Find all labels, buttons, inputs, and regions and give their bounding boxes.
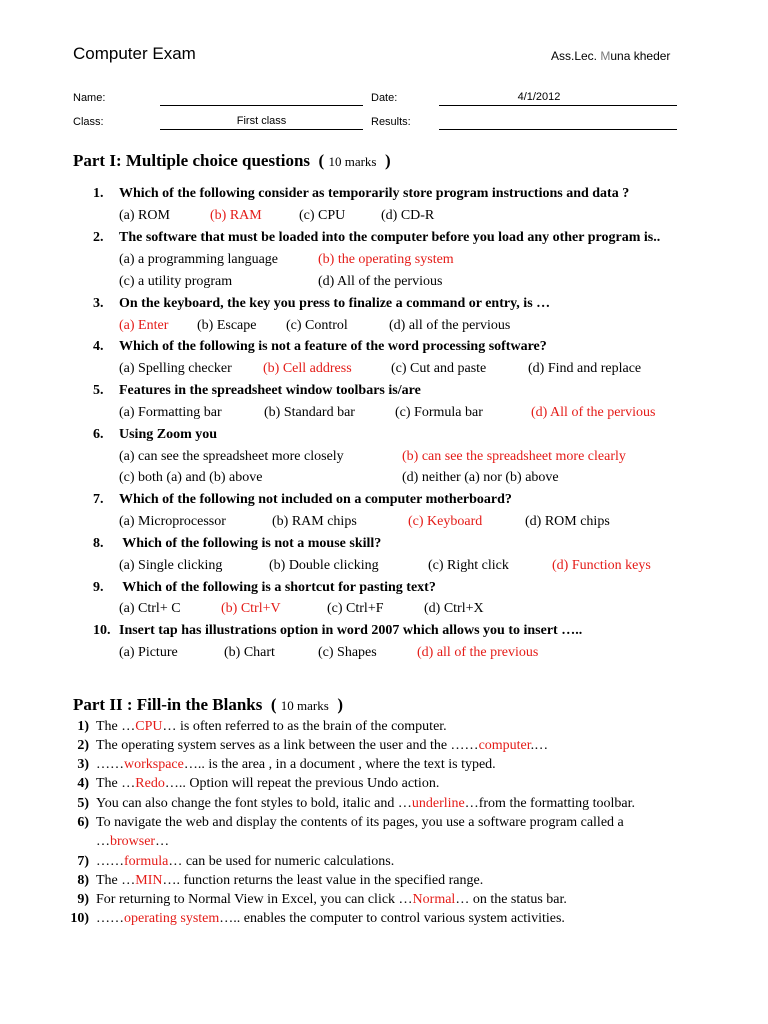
question-number: 1. (93, 186, 104, 201)
item-text (96, 757, 496, 773)
item-text-before: …… (96, 854, 124, 869)
part2-marks: 10 marks (280, 698, 329, 713)
item-text (96, 738, 548, 754)
q7-option-a: (a) Microprocessor (119, 514, 226, 529)
question-text: Features in the spreadsheet window toolbars is/are (119, 383, 421, 398)
q10-option-c: (c) Shapes (318, 645, 377, 660)
question-9 (93, 580, 436, 596)
q9-option-d: (d) Ctrl+X (424, 601, 484, 616)
item-text-before: The … (96, 776, 136, 791)
item-text (96, 719, 447, 735)
question-5 (93, 383, 421, 399)
part2-heading (73, 695, 343, 715)
q4-option-c: (c) Cut and paste (391, 361, 487, 376)
question-text: Which of the following is a shortcut for pasting text? (119, 580, 436, 595)
item-text-after: … (155, 834, 170, 849)
item-number: 1) (77, 719, 89, 734)
item-number: 5) (77, 796, 89, 811)
q2-option-b: (b) the operating system (318, 252, 454, 267)
teacher-initial: M (600, 49, 611, 63)
item-text-before: To navigate the web and display the contents of its pages, you use a software program called a (96, 815, 624, 830)
question-text: Which of the following is not a mouse skill? (119, 536, 382, 551)
item-number: 9) (77, 892, 89, 907)
date-label: Date: (371, 92, 398, 104)
q4-option-a: (a) Spelling checker (119, 361, 232, 376)
q4-option-b: (b) Cell address (263, 361, 352, 376)
name-label: Name: (73, 92, 106, 104)
class-label: Class: (73, 116, 104, 128)
question-text: The software that must be loaded into the computer before you load any other program is.. (119, 230, 661, 245)
question-3 (93, 296, 550, 312)
q8-option-c: (c) Right click (428, 558, 509, 573)
blank-answer: computer (478, 738, 531, 753)
q2-option-c: (c) a utility program (119, 274, 233, 289)
class-line (160, 129, 363, 130)
blank-answer: formula (124, 854, 169, 869)
q10-option-b: (b) Chart (224, 645, 275, 660)
name-line (160, 105, 363, 106)
exam-title: Computer Exam (73, 44, 196, 63)
part1-marks: 10 marks (328, 154, 377, 169)
question-text: Using Zoom you (119, 427, 218, 442)
question-number: 8. (93, 536, 104, 551)
question-number: 4. (93, 339, 104, 354)
question-2 (93, 230, 660, 246)
item-text-after: … is often referred to as the brain of the computer. (162, 719, 447, 734)
item-text-after: … on the status bar. (455, 892, 567, 907)
question-4 (93, 339, 547, 355)
item-number: 4) (77, 776, 89, 791)
part2-marks-open: ( (270, 695, 277, 714)
q3-option-a: (a) Enter (119, 318, 169, 333)
item-number: 8) (77, 873, 89, 888)
q8-option-b: (b) Double clicking (269, 558, 379, 573)
q1-option-a: (a) ROM (119, 208, 170, 223)
question-8 (93, 536, 381, 552)
question-number: 6. (93, 427, 104, 442)
teacher-prefix: Ass.Lec. (551, 49, 601, 63)
item-text (96, 873, 483, 889)
question-text: Which of the following consider as temporarily store program instructions and data ? (119, 186, 630, 201)
item-text-after: ….. Option will repeat the previous Undo action. (164, 776, 440, 791)
question-number: 3. (93, 296, 104, 311)
item-text (96, 796, 635, 812)
blank-answer: browser (110, 834, 156, 849)
item-number: 7) (77, 854, 89, 869)
q3-option-b: (b) Escape (197, 318, 257, 333)
q7-option-d: (d) ROM chips (525, 514, 610, 529)
q6-option-a: (a) can see the spreadsheet more closely (119, 449, 344, 464)
question-text: On the keyboard, the key you press to finalize a command or entry, is … (119, 296, 551, 311)
q3-option-d: (d) all of the pervious (389, 318, 511, 333)
item-text-before: …… (96, 757, 124, 772)
q7-option-b: (b) RAM chips (272, 514, 357, 529)
item-number: 3) (77, 757, 89, 772)
item-text (96, 834, 169, 850)
blank-answer: operating system (124, 911, 220, 926)
date-line (439, 105, 677, 106)
q8-option-a: (a) Single clicking (119, 558, 223, 573)
item-text (96, 892, 567, 908)
q1-option-b: (b) RAM (210, 208, 262, 223)
item-text (96, 854, 394, 870)
q5-option-b: (b) Standard bar (264, 405, 355, 420)
q1-option-c: (c) CPU (299, 208, 346, 223)
q4-option-d: (d) Find and replace (528, 361, 642, 376)
q6-option-b: (b) can see the spreadsheet more clearly (402, 449, 626, 464)
item-text (96, 776, 439, 792)
blank-answer: CPU (135, 719, 163, 734)
part1-marks-open: ( (318, 151, 325, 170)
q5-option-a: (a) Formatting bar (119, 405, 222, 420)
q10-option-d: (d) all of the previous (417, 645, 539, 660)
item-text-before: … (96, 834, 110, 849)
question-6 (93, 427, 217, 443)
question-number: 9. (93, 580, 104, 595)
question-number: 5. (93, 383, 104, 398)
q9-option-c: (c) Ctrl+F (327, 601, 384, 616)
question-10 (93, 623, 582, 639)
item-text-after: .… (530, 738, 549, 753)
item-text (96, 911, 565, 927)
item-text-before: The … (96, 873, 136, 888)
results-label: Results: (371, 116, 411, 128)
item-number: 10) (70, 911, 89, 926)
q3-option-c: (c) Control (286, 318, 348, 333)
q2-option-a: (a) a programming language (119, 252, 278, 267)
question-text: Insert tap has illustrations option in word 2007 which allows you to insert ….. (119, 623, 583, 638)
question-number: 7. (93, 492, 104, 507)
item-text-before: The … (96, 719, 136, 734)
question-text: Which of the following not included on a computer motherboard? (119, 492, 512, 507)
blank-answer: Redo (135, 776, 165, 791)
question-1 (93, 186, 629, 202)
blank-answer: MIN (135, 873, 163, 888)
blank-answer: workspace (124, 757, 184, 772)
q6-option-c: (c) both (a) and (b) above (119, 470, 263, 485)
blank-answer: Normal (412, 892, 456, 907)
item-text-before: For returning to Normal View in Excel, you can click … (96, 892, 413, 907)
question-7 (93, 492, 512, 508)
class-value: First class (236, 115, 287, 127)
q8-option-d: (d) Function keys (552, 558, 651, 573)
teacher-surname: una kheder (610, 49, 671, 63)
item-number: 2) (77, 738, 89, 753)
item-text-before: …… (96, 911, 124, 926)
part2-title: Part II : Fill-in the Blanks (73, 695, 263, 714)
item-text-after: ….. is the area , in a document , where the text is typed. (183, 757, 496, 772)
q10-option-a: (a) Picture (119, 645, 178, 660)
q5-option-d: (d) All of the pervious (531, 405, 656, 420)
q9-option-a: (a) Ctrl+ C (119, 601, 181, 616)
teacher-name (551, 49, 670, 63)
part1-marks-close: ) (385, 151, 391, 170)
item-text (96, 815, 624, 831)
part1-title: Part I: Multiple choice questions (73, 151, 311, 170)
results-line (439, 129, 677, 130)
q6-option-d: (d) neither (a) nor (b) above (402, 470, 559, 485)
q5-option-c: (c) Formula bar (395, 405, 483, 420)
date-value: 4/1/2012 (517, 91, 561, 103)
q1-option-d: (d) CD-R (381, 208, 435, 223)
item-text-before: The operating system serves as a link between the user and the …… (96, 738, 479, 753)
question-number: 10. (93, 623, 111, 638)
item-text-after: …from the formatting toolbar. (464, 796, 636, 811)
question-text: Which of the following is not a feature of the word processing software? (119, 339, 547, 354)
part1-heading (73, 151, 391, 171)
q9-option-b: (b) Ctrl+V (221, 601, 281, 616)
blank-answer: underline (411, 796, 465, 811)
item-text-after: … can be used for numeric calculations. (168, 854, 395, 869)
item-text-before: You can also change the font styles to bold, italic and … (96, 796, 412, 811)
item-text-after: …. function returns the least value in the specified range. (162, 873, 484, 888)
item-text-after: ….. enables the computer to control various system activities. (219, 911, 565, 926)
part2-marks-close: ) (337, 695, 343, 714)
q7-option-c: (c) Keyboard (408, 514, 483, 529)
q2-option-d: (d) All of the pervious (318, 274, 443, 289)
question-number: 2. (93, 230, 104, 245)
item-number: 6) (77, 815, 89, 830)
